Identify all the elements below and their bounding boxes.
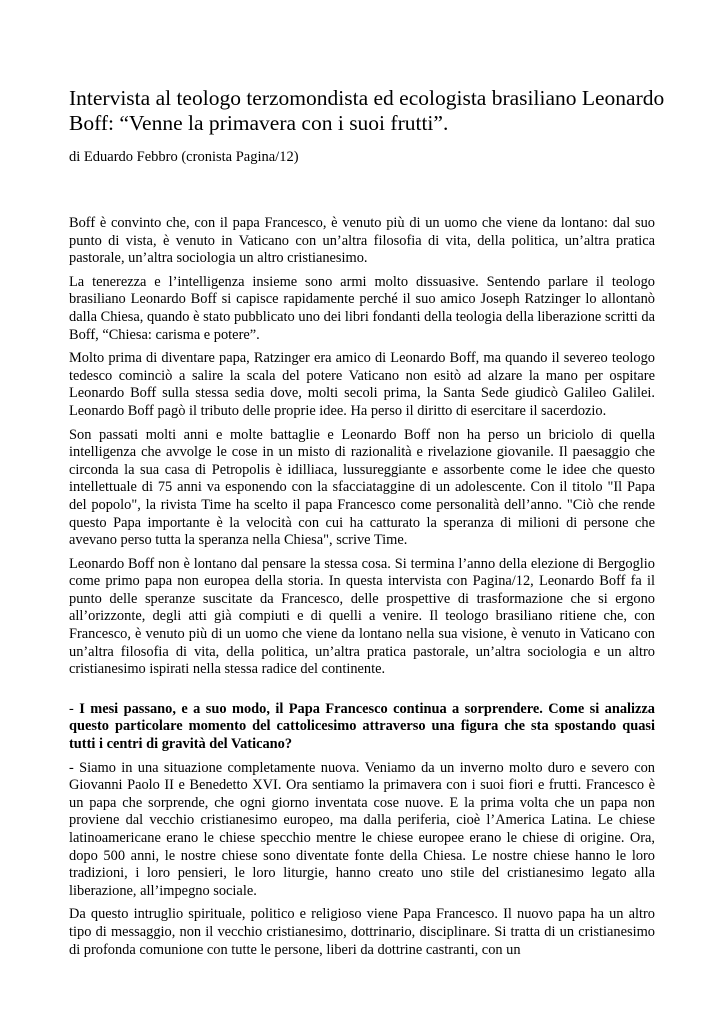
interview-answer: Da questo intruglio spirituale, politico e religioso viene Papa Francesco. Il nuovo papa ha un altro tipo di messaggio, non il vecchio cristianesimo, dottrinario, disciplinare. Si tratta di un cristianesimo di profonda comunione con tutte le persone, liberi da dottrine castranti, con un <box>69 906 655 958</box>
byline: di Eduardo Febbro (cronista Pagina/12) <box>69 149 299 165</box>
paragraph: Molto prima di diventare papa, Ratzinger era amico di Leonardo Boff, ma quando il severeo teologo tedesco cominciò a salire la scala del potere Vaticano non esitò ad alzare la mano per ospitare Leonardo Boff sulla stessa sedia dove, molti secoli prima, la Santa Sede giudicò Galileo Galilei. Leonardo Boff pagò il tributo delle proprie idee. Ha perso il diritto di esercitare il sacerdozio. <box>69 350 655 419</box>
question-dash: - <box>69 700 80 717</box>
paragraph: Boff è convinto che, con il papa Francesco, è venuto più di un uomo che viene da lontano: dal suo punto di vista, è venuto in Vaticano con un’altra filosofia di vita, della politica, un’altra pratica pastorale, un’altra sociologia un altro cristianesimo. <box>69 215 655 267</box>
question-text: I mesi passano, e a suo modo, il Papa Francesco continua a sorprendere. Come si analizza questo particolare momento del cattolicesimo attraverso una figura che sta spostando quasi tutti i centri di gravità del Vaticano? <box>69 700 655 753</box>
article-body <box>69 215 655 965</box>
interview-answer: - Siamo in una situazione completamente nuova. Veniamo da un inverno molto duro e severo con Giovanni Paolo II e Benedetto XVI. Ora sentiamo la primavera con i suoi fiori e frutti. Francesco è un papa che sorprende, che ogni giorno inventata cose nuove. E la prima volta che un papa non proviene dal vecchio cristianesimo europeo, ma dalla periferia, cioè l’America Latina. Le chiese latinoamericane erano le chiese specchio mentre le chiese europee erano le chiese di origine. Ora, dopo 500 anni, le nostre chiese sono diventate fonte della Chiesa. Le nostre chiese hanno le loro tradizioni, i loro pensieri, le loro liturgie, hanno creato uno stile del cristianesimo legato alla liberazione, all’impegno sociale. <box>69 759 655 899</box>
article-title: Intervista al teologo terzomondista ed ecologista brasiliano Leonardo Boff: “Venne la primavera con i suoi frutti”. <box>69 86 665 135</box>
paragraph: La tenerezza e l’intelligenza insieme sono armi molto dissuasive. Sentendo parlare il teologo brasiliano Leonardo Boff si capisce rapidamente perché il suo amico Joseph Ratzinger lo allontanò dalla Chiesa, quando è stato pubblicato uno dei libri fondanti della teologia della liberazione scritti da Boff, “Chiesa: carisma e potere”. <box>69 273 655 343</box>
interview-question <box>69 701 655 754</box>
paragraph: Son passati molti anni e molte battaglie e Leonardo Boff non ha perso un briciolo di quella intelligenza che avvolge le cose in un misto di razionalità e rivelazione giovanile. Il paesaggio che circonda la sua casa di Petropolis è idilliaca, lussureggiante e assorbente come le idee che questo intellettuale di 75 anni va esponendo con la sfacciataggine di un adolescente. Con il titolo "Il Papa del popolo", la rivista Time ha scelto il papa Francesco come personalità dell’anno. "Ciò che rende questo Papa importante è la velocità con cui ha catturato la speranza di milioni di persone che avevano perso tutta la speranza nella Chiesa", scrive Time. <box>69 426 655 549</box>
paragraph: Leonardo Boff non è lontano dal pensare la stessa cosa. Si termina l’anno della elezione di Bergoglio come primo papa non europea della storia. In questa intervista con Pagina/12, Leonardo Boff fa il punto delle speranze suscitate da Francesco, delle prospettive di trasformazione che si ergono all’orizzonte, degli atti già compiuti e di quelli a venire. Il teologo brasiliano ritiene che, con Francesco, è venuto più di un uomo che viene da lontano nella sua visione, è venuto in Vaticano con un’altra filosofia di vita, della politica, un’altra pratica pastorale, un’altra sociologia e un altro cristianesimo ispirati nella stessa radice del continente. <box>69 555 655 678</box>
